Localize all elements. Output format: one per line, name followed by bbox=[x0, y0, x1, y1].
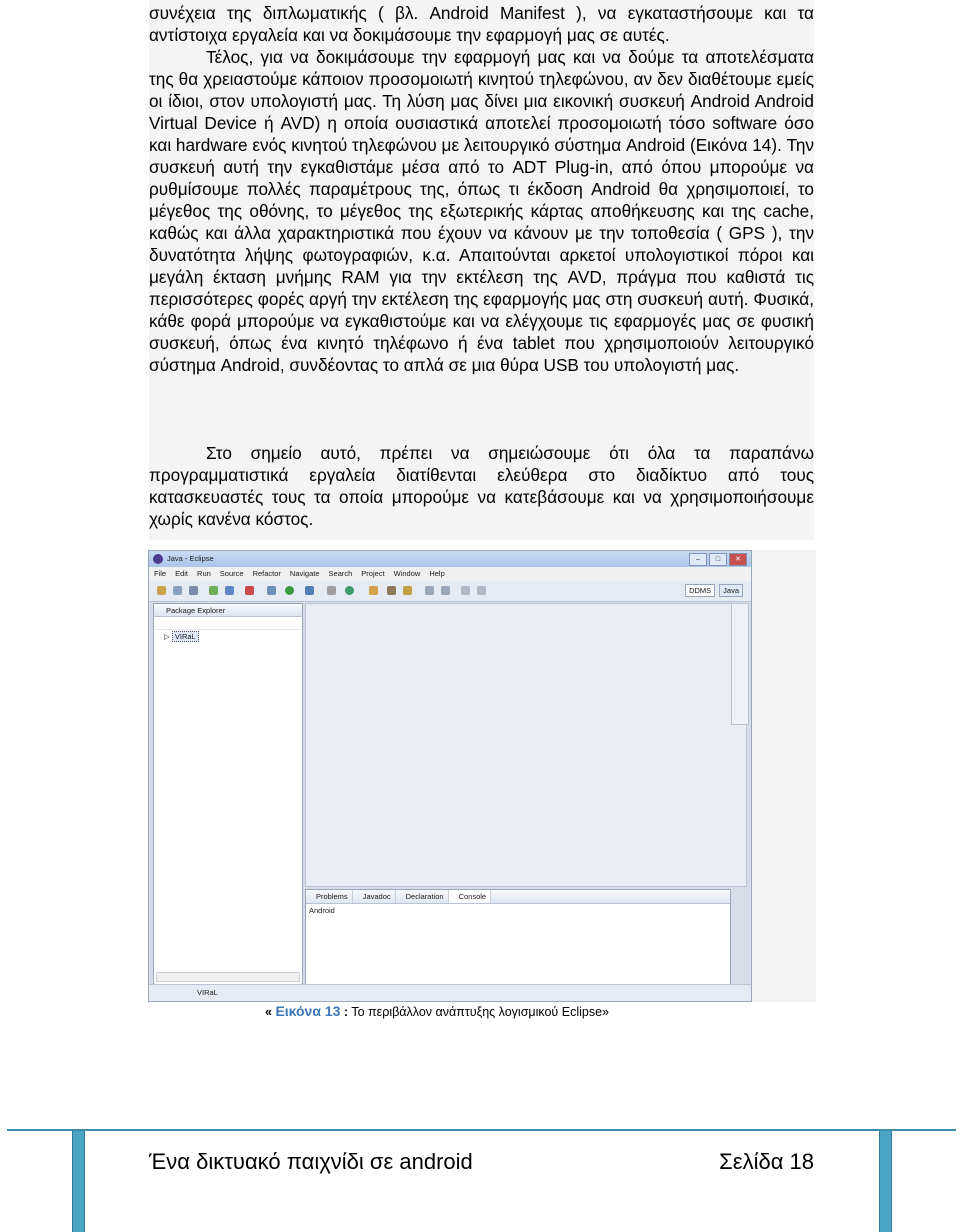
debug-icon[interactable] bbox=[267, 586, 276, 595]
menu-search[interactable]: Search bbox=[328, 569, 353, 578]
tab-problems[interactable]: Problems bbox=[306, 890, 353, 903]
save-icon[interactable] bbox=[173, 586, 182, 595]
paragraph-free-tools: Στο σημείο αυτό, πρέπει να σημειώσουμε ότι όλα τα παραπάνω προγραμματιστικά εργαλεία διατίθενται ελεύθερα στο διαδίκτυο από τους κατασκευαστές τους τα οποία μπορούμε να κατεβάσουμε και να χρησιμοποιήσουμε χωρίς κανένα κόστος. bbox=[149, 443, 814, 529]
android-sdk-icon[interactable] bbox=[209, 586, 218, 595]
footer-title: Ένα δικτυακό παιχνίδι σε android bbox=[149, 1149, 473, 1174]
perspective-ddms[interactable]: DDMS bbox=[685, 584, 715, 597]
tree-expand-icon[interactable]: ▷ bbox=[164, 632, 172, 641]
package-explorer-scrollbar[interactable] bbox=[156, 972, 300, 982]
eclipse-screenshot bbox=[148, 550, 752, 1002]
tab-console[interactable]: Console bbox=[449, 890, 492, 903]
new-class-icon[interactable] bbox=[327, 586, 336, 595]
menu-file[interactable]: File bbox=[154, 569, 167, 578]
menu-window[interactable]: Window bbox=[393, 569, 421, 578]
run-icon[interactable] bbox=[285, 586, 294, 595]
menu-refactor[interactable]: Refactor bbox=[252, 569, 281, 578]
footer-right-bar bbox=[879, 1131, 892, 1232]
package-explorer-view bbox=[153, 603, 303, 985]
caption-separator: : bbox=[343, 1005, 349, 1019]
console-output: Android bbox=[309, 906, 335, 915]
caption-text: Το περιβάλλον ανάπτυξης λογισμικού Eclipse» bbox=[351, 1005, 609, 1019]
eclipse-titlebar bbox=[149, 551, 751, 567]
external-tools-icon[interactable] bbox=[305, 586, 314, 595]
search-icon[interactable] bbox=[387, 586, 396, 595]
avd-manager-icon[interactable] bbox=[225, 586, 234, 595]
tree-item-project[interactable] bbox=[164, 632, 199, 641]
close-icon[interactable]: ✕ bbox=[729, 553, 747, 566]
print-icon[interactable] bbox=[189, 586, 198, 595]
paragraph-avd: Τέλος, για να δοκιμάσουμε την εφαρμογή μας και να δούμε τα αποτελέσματα της θα χρειαστούμε κάποιον προσομοιωτή κινητού τηλεφώνου, αν δεν διαθέτουμε εμείς οι ίδιοι, στον υπολογιστή μας. Τη λύση μας δίνει μια εικονική συσκευή Android Android Virtual Device ή AVD) η οποία ουσιαστικά αποτελεί προσομοιωτή τόσο software όσο και hardware ενός κινητού τηλεφώνου με λειτουργικό σύστημα Android (Εικόνα 14). Την συσκευή αυτή την εγκαθιστάμε μέσα από το ADT Plug-in, από όπου μπορούμε να ρυθμίσουμε πολλές παραμέτρους της, όπως τι έκδοση Android θα χρησιμοποιεί, το μέγεθος της οθόνης, το μέγεθος της εξωτερικής κάρτας αποθήκευσης και της cache, καθώς και άλλα χαρακτηριστικά που έχουν να κάνουν με την τοποθεσία ( GPS ), την δυνατότητα λήψης φωτογραφιών, κ.α. Απαιτούνται αρκετοί υπολογιστικοί πόροι και μεγάλη έκταση μνήμης RAM για την εκτέλεση της AVD, πράγμα που καθιστά τις περισσότερες φορές αργή την εκτέλεση της εφαρμογής μας στη συσκευή αυτή. Φυσικά, κάθε φορά μπορούμε να εγκαθιστούμε και να ελέγχουμε τις εφαρμογές μας σε φυσική συσκευή, όπως ένα κινητό τηλέφωνο ή ένα tablet που χρησιμοποιούν λειτουργικό σύστημα Android, συνδέοντας το απλά σε μια θύρα USB του υπολογιστή μας. bbox=[149, 47, 815, 375]
tab-javadoc[interactable]: Javadoc bbox=[353, 890, 396, 903]
task-icon[interactable] bbox=[403, 586, 412, 595]
menu-navigate[interactable]: Navigate bbox=[289, 569, 320, 578]
perspective-java[interactable]: Java bbox=[719, 584, 743, 597]
figure-side-strip bbox=[752, 550, 816, 1002]
maximize-icon[interactable]: □ bbox=[709, 553, 727, 566]
annotation-next-icon[interactable] bbox=[425, 586, 434, 595]
back-icon[interactable] bbox=[461, 586, 470, 595]
minimize-icon[interactable]: – bbox=[689, 553, 707, 566]
footer-left-bar bbox=[72, 1131, 85, 1232]
window-controls bbox=[689, 553, 747, 566]
annotation-prev-icon[interactable] bbox=[441, 586, 450, 595]
package-explorer-title: Package Explorer bbox=[166, 606, 226, 615]
status-text: VIRaL bbox=[197, 988, 218, 997]
new-icon[interactable] bbox=[157, 586, 166, 595]
perspective-switcher bbox=[685, 584, 743, 597]
project-label: VIRaL bbox=[172, 631, 199, 642]
right-trim-toolbar bbox=[731, 603, 749, 725]
menu-source[interactable]: Source bbox=[219, 569, 244, 578]
eclipse-app-icon bbox=[153, 554, 163, 564]
eclipse-window-title: Java - Eclipse bbox=[167, 554, 214, 563]
new-package-icon[interactable] bbox=[345, 586, 354, 595]
eclipse-toolbar bbox=[149, 581, 751, 602]
figure-caption bbox=[265, 1003, 609, 1019]
menu-help[interactable]: Help bbox=[429, 569, 445, 578]
paragraph-intro: συνέχεια της διπλωματικής ( βλ. Android Manifest ), να εγκαταστήσουμε και τα αντίστοιχα εργαλεία και να δοκιμάσουμε την εφαρμογή μας σε αυτές. bbox=[149, 3, 814, 45]
open-type-icon[interactable] bbox=[369, 586, 378, 595]
package-explorer-tab[interactable] bbox=[154, 604, 302, 617]
menu-project[interactable]: Project bbox=[361, 569, 385, 578]
footer-divider bbox=[7, 1129, 956, 1131]
editor-area[interactable] bbox=[305, 603, 747, 887]
console-tab-bar bbox=[306, 890, 730, 904]
tab-declaration[interactable]: Declaration bbox=[396, 890, 449, 903]
eclipse-statusbar bbox=[149, 984, 751, 1001]
menu-edit[interactable]: Edit bbox=[175, 569, 189, 578]
forward-icon[interactable] bbox=[477, 586, 486, 595]
footer-page-number: Σελίδα 18 bbox=[719, 1149, 814, 1174]
caption-open-quote: « bbox=[265, 1005, 272, 1019]
lint-icon[interactable] bbox=[245, 586, 254, 595]
caption-figure-label: Εικόνα 13 bbox=[275, 1003, 341, 1019]
package-explorer-toolbar bbox=[154, 617, 302, 630]
console-view bbox=[305, 889, 731, 985]
menu-run[interactable]: Run bbox=[197, 569, 211, 578]
eclipse-menubar bbox=[149, 567, 751, 581]
